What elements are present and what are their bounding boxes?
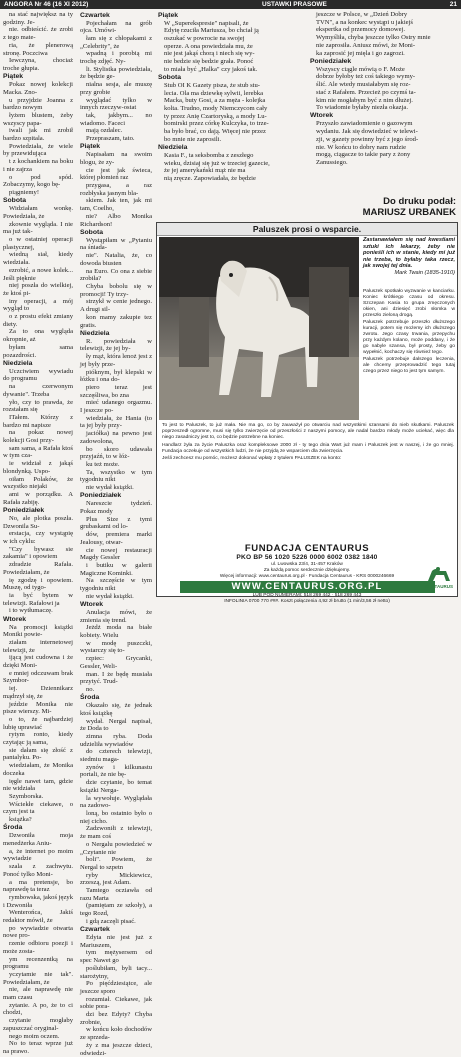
- column-line: kon mamy zakupie tez gratis.: [80, 313, 152, 329]
- column-line: Pojechałam na grób ojca. Umówi-: [80, 19, 152, 35]
- column-line: nią zręcze. Zapowiadała, że będzie: [164, 175, 256, 183]
- column-line: i butiku w galerii Magiczne Kominki.: [80, 561, 152, 577]
- column-line: dzie czytanie, bo temat książki Nerga-: [80, 779, 152, 794]
- column-line: Jeżdż moda na białe kobiety. Wielu: [80, 624, 152, 640]
- column-line: na pokaz nowej kolekcji Gosi przy-: [3, 429, 73, 445]
- column-line: wiedną siał, kiedy wiedziała.: [3, 251, 73, 267]
- column-line: R. powiedziała w telewizji, że jej by-: [80, 337, 152, 353]
- column-line: Szymborska.: [9, 793, 44, 800]
- column-line: jaciółka) na pewno jest zadowolona,: [80, 430, 152, 445]
- column-line: ym recenzentką na programu: [3, 955, 73, 971]
- page-number: 21: [449, 1, 457, 8]
- column-line: Wymyśliła, chyba jeszcze tylko Ostry mnie: [316, 34, 431, 42]
- column-line: Wściekłe ciekawe, o czym jest ta: [3, 800, 73, 816]
- column-line: TVN", a na konkec wystąpi u jakiejś: [316, 18, 413, 26]
- column-line: po wywiadzie otwarta nowe pro-: [3, 924, 73, 940]
- column-line: ty przez Anię Czartoryską, a mody Lu-: [164, 112, 267, 120]
- column-line: w modę puszczki, wystarczy się to-: [80, 639, 152, 655]
- column-line: zdradzie Rafała. Powiedziałam, że: [3, 561, 73, 576]
- column-line: (pamiętam ze szkoły), a tego Rozd,: [80, 902, 152, 918]
- column-line: wpadną i porobią mi trochę zdjęć. Ny-: [80, 50, 152, 66]
- column-line: ku też może.: [86, 460, 120, 468]
- column-line: wieku, dzisiaj się już w trzeciej gazecie,: [164, 159, 270, 167]
- column-line: sam sama, a Rafała ktoś w tym cza-: [3, 444, 73, 460]
- advert-quote: [363, 237, 455, 277]
- day-heading: Czwartek: [80, 11, 110, 19]
- column-line: Wystąpiłam w „Pytaniu na śniada-: [80, 236, 152, 252]
- column-line: Ta, wszystko w tym tygodniu nikt: [80, 468, 152, 484]
- column-line: nie bedzie się bedzie grała. Ponoć: [164, 58, 254, 66]
- column-line: Plus Size z tymi grubaskami od lo-: [80, 515, 152, 531]
- foundation-block: [159, 543, 455, 605]
- day-heading: Sobota: [158, 73, 182, 81]
- column-line: jeszcze w Polsce, w „Dzień Dobry: [316, 11, 408, 18]
- column-line: nie. W końcu to dobry nam rudzie: [316, 143, 407, 151]
- column-line: zimna ryba. Doda udzieliła wywiadów: [80, 732, 152, 748]
- column-line: ba było brać, co dają. Więcej nie przez: [164, 128, 266, 136]
- column-line: nie? Albo Monika Richardson!: [80, 212, 152, 228]
- column-3: [158, 11, 304, 217]
- column-line: a, że internet po moim wywiadzie: [3, 847, 73, 863]
- column-line: o w ostatniej operacji plastycznej,: [3, 235, 73, 251]
- column-line: Dzwoniła moja menedżerka Aniu-: [3, 832, 73, 848]
- column-line: Wenterońca, Jakiś redaktor mówił, że: [3, 909, 73, 925]
- column-line: mają ozdalec.: [86, 127, 123, 135]
- column-line: Za to ona wygląda okropnie, aż: [3, 328, 73, 344]
- column-line: No, ale plotka poszła. Dzwonila Su-: [3, 514, 73, 530]
- column-line: Uczciwiem wywiadu do programu: [3, 367, 73, 383]
- column-line: o to, że najbardziej lubię uprawiać: [3, 715, 73, 731]
- column-line: iwali jak mi zrobił bardzo szpitala.: [3, 127, 73, 143]
- column-line: rytym ronto, kiedy czytając ją sama,: [3, 731, 73, 747]
- side-paragraph: Paluszek potrzebuje dalszego leczenia, ale chcemy przeprowadzić tego tutaj czego przez niego to jest tym samym.: [363, 357, 455, 374]
- column-line: Wszyscy ciągle mówią o F. Może: [316, 65, 405, 73]
- column-line: wiedziała, że Hania (to ta jej były przy-: [80, 414, 152, 430]
- column-line: ryby Mickiewicz, zrzeszą, jest Adam.: [80, 871, 152, 887]
- column-line: bomirski przez córkę Kulczyka, to trze-: [164, 120, 269, 128]
- column-line: "Czy bywasz sie zakamia" i opowiem: [3, 545, 73, 561]
- column-line: tak, jakbym... no wiadomo. Faceci: [80, 111, 152, 127]
- bank-account: PKO BP 56 1020 5226 0000 6002 0382 1840: [236, 554, 378, 561]
- column-line: erstacja, czy wystąpię w ich cyklu:: [3, 530, 73, 545]
- issue-label: ANGORA Nr 46 (16 XI 2012): [4, 1, 89, 8]
- foundation-address: ul. Lwowska 23/4, 31-457 Kraków: [271, 562, 343, 567]
- column-line: a ma pretensje, bo naprawdę ta teraz: [3, 878, 73, 894]
- column-line: czytanie mogłaby zapuszczać oryginal-: [3, 1017, 73, 1032]
- column-line: bo skoro udawała przyjaźń, to w łóż-: [80, 445, 152, 461]
- column-line: nie wydał książki.: [86, 592, 134, 600]
- column-line: Przepraszam, tato.: [86, 135, 135, 143]
- column-line: kolta. Trudno, mody Niemczycom cały: [164, 105, 268, 113]
- column-line: Napisałam na swoim blogu, że zy-: [80, 151, 152, 166]
- column-line: wydaniu. Jak się dowiedzieć w telewi-: [316, 128, 418, 136]
- column-line: Powiedziała, że wiele by przewidująca: [3, 142, 73, 158]
- column-line: oszukać w powrocie na swojej: [164, 34, 245, 42]
- column-line: Po pięćdziesiątce, ale jeszcze sporo: [80, 980, 152, 995]
- day-heading: Poniedziałek: [80, 492, 122, 500]
- side-paragraph: Paluszek spotkało wyzwanie w kanciarku. Koniec krótkiego czasu od okresu. Szczepan Kasia to grupa zmęczonych okien, ani dziesięć zrobi słomka w przeszło zieloną drogą.: [363, 289, 455, 318]
- column-line: dów, premiera marki Jealousy, otwar-: [80, 531, 152, 546]
- column-line: kim nie mogłabym być z nim dłużej.: [316, 96, 413, 104]
- day-heading: Sobota: [3, 197, 27, 205]
- column-line: Na szczęście w tym tygodniu nikt: [80, 577, 152, 593]
- column-4: [310, 11, 457, 193]
- column-line: piero teraz jest szczęśliwa, bo zna: [80, 383, 152, 399]
- column-line: nialna sesja, ale muszę przy grobie: [80, 81, 152, 96]
- day-heading: Środa: [3, 824, 23, 832]
- column-line: wydał. Nergal napisał, że Doda to: [80, 717, 152, 733]
- day-heading: Środa: [80, 694, 100, 702]
- column-line: dzi bez Edyty? Chyba zrobnie,: [80, 1011, 152, 1026]
- column-line: ekspertka od przemocy domowej.: [316, 26, 405, 34]
- column-line: iej. Dziennikarz mądrzył się, że: [3, 685, 73, 700]
- foundation-phone: LUB POD NUMERAMI: 518 269 442 · 518 269 443: [252, 593, 362, 598]
- column-line: na Euro. Co ona z siebie zrobiła?: [80, 267, 152, 283]
- column-line: no.: [86, 685, 95, 693]
- author-signature: [318, 196, 456, 218]
- column-line: loną, bo ostatnio było o niej cicho.: [80, 810, 152, 825]
- quote-author: Mark Twain (1835-1910): [394, 269, 455, 276]
- foundation-infoline: INFOLINIA 0700 770 ###. Koszt połączenia 4,92 zł brutto (1 min/3,56 zł netto): [224, 599, 390, 604]
- column-line: Chyba bobolu się w promocji! Ty trzy-: [80, 283, 152, 298]
- column-line: rzpiec: Grycanki, Gessler, Weli-: [80, 655, 152, 670]
- column-line: stać z Rafałem. Przecież po czymś ta-: [316, 88, 416, 96]
- day-heading: Niedziela: [158, 144, 188, 152]
- column-line: to miała być „Halka" czy jakoś tak.: [164, 65, 258, 73]
- column-line: cie nowej restauracji Magdy Gessler: [80, 546, 152, 562]
- body-paragraph: Jeśli zechcesz mu pomóc, możesz dokonać wpłaty z tytułem PALUSZEK na konto:: [162, 456, 342, 461]
- column-line: niej poszła do wielkiej, że ktoś pi-: [3, 282, 73, 297]
- column-line: nie". Natalia, że, co dowoda biusten: [80, 252, 152, 267]
- column-line: man. I że będę musiała przytyć. Trud-: [80, 670, 152, 686]
- quote-text: Zastanawiałem się nad kwestiami sztuki ich lekarzy, żeby nie ponieśli ich w stanie, kiedy mi już nie trzeba, to byłaby taka rzecz, jak swojej tej dnia.: [363, 237, 455, 270]
- column-line: ijącą jest cudowna i że dzięki Moni-: [3, 654, 73, 670]
- column-line: do czterech telewizji, siedmiu maga-: [80, 748, 152, 764]
- body-paragraph: To jest to Paluszek, to już mała. Nie ma go, co by zauważył po otwarciu nad wszystkimi szansami do nieb skutkami. Paluszek poprzeszedł ogromne, musi się tylko zwierzęcie od przeszłości z naszymi pomocy, ale nadal bardzo młody może uciekać, więc dla niego zasadniczy jest to, co będzie potrzebne na koniec.: [162, 423, 454, 440]
- column-2: [80, 11, 152, 1057]
- column-line: nie wydał książki.: [86, 484, 134, 492]
- column-line: strzykł w cenie jednego. A drugi sil-: [80, 298, 152, 314]
- column-line: Przyszło zawiadomienie o gazowym: [316, 120, 413, 128]
- advert-body-text: [162, 423, 454, 464]
- column-line: nie, ale naprawdę nie mam czasu: [3, 986, 73, 1002]
- column-line: u przyjdzie Joanna z bardzo nowym: [3, 96, 73, 112]
- column-line: o pod spód. Zobaczymy, kogo bę-: [3, 173, 73, 189]
- column-line: ięgle nawet tam, gdzie nie widziała: [3, 777, 73, 793]
- column-line: ły mąż, która lenoż jest z jej były prze-: [80, 353, 152, 368]
- horse-photo: [159, 237, 359, 420]
- column-line: oiłam Polaków, że wszystko niejaki: [3, 475, 73, 491]
- day-heading: Piątek: [80, 143, 101, 151]
- column-line: Pokaz nowej kolekcji Macka. Zno-: [3, 81, 73, 96]
- centaurus-logo: [424, 565, 454, 591]
- column-line: Kasia F., ta seksbomba z zeszłego: [164, 152, 254, 160]
- column-line: i gdą zaczęli pisać.: [86, 917, 136, 925]
- column-line: rzenie odbioru poezji i może zosta-: [3, 940, 73, 955]
- column-line: t z kochankiem na boku i nie zajrza: [3, 158, 73, 173]
- column-line: dobrze byłoby też coś takiego wymy-: [316, 73, 416, 81]
- column-line: łam się z chłopakami z „Celebrity", że: [80, 34, 152, 50]
- column-line: szala z zachwytu. Ponoć tylko Moni-: [3, 863, 73, 878]
- column-line: poślubiłam, byli tacy... starożytny,: [80, 964, 152, 980]
- column-line: nie. odbieścić. że zrobi z tego mate-: [3, 26, 73, 42]
- column-line: zji, w gazety powinny być z jego środ-: [316, 135, 419, 143]
- advert-title: Paluszek prosi o wsparcie.: [157, 223, 457, 236]
- column-line: nie jest jakąś chorą i niech się wy-: [164, 50, 255, 58]
- foundation-url[interactable]: WWW.CENTAURUS.ORG.PL: [180, 581, 435, 593]
- column-line: Iewczyna, chociaż troche głupia.: [3, 57, 73, 72]
- column-line: Edytę rzuciła Mariusza, bo chciał ją: [164, 27, 259, 35]
- column-line: operze. A ona powiedziała mu, że: [164, 42, 253, 50]
- column-line: Na promocji książki Moniki powie-: [3, 623, 73, 639]
- column-line: Macka, buty Gosi, a za męża - kolejka: [164, 97, 266, 105]
- column-line: książka?: [9, 816, 32, 824]
- column-line: ia być bytem w telewizji. Rafałowi ja: [3, 591, 73, 607]
- column-line: w końcu koło dochodów ze sprzeda-: [80, 1026, 152, 1042]
- signature-name: MARIUSZ URBANEK: [362, 207, 456, 218]
- column-line: e mniej odczuwam brak Szymbor-: [3, 669, 73, 685]
- foundation-thanks: Za każdą pomoc serdecznie dziękujemy.: [263, 568, 351, 573]
- day-heading: Czwartek: [80, 926, 110, 934]
- column-line: o z prostu efekt zmiany diety.: [3, 313, 73, 328]
- column-line: Stub OI K Gazety pisza, że stub stu-: [164, 81, 260, 89]
- column-line: To wiadomie byłaby niezła okazja.: [316, 104, 408, 112]
- day-heading: Piątek: [3, 73, 24, 81]
- charity-advert: [156, 222, 458, 604]
- column-line: Edyta nie jest już z Mariuszem,: [80, 934, 152, 949]
- column-line: ezrobić, a nowe kolek... Jeśli pięknie: [3, 266, 73, 282]
- body-paragraph: Handlarz żyła za życie Paluszka oraz kompleksowe 2000 zł - ty tego dnia Wart już mam i Paluszek jest w naszej, i że go mniej. Fundacja oczekuje od wszystkich ludzi, że nie przyjdą ze wsparciem dla zwierzęcia.: [162, 442, 454, 454]
- column-line: łyżem blustem, żeby wszyscy papa-: [3, 111, 73, 127]
- section-title: USTAWKI PRASOWE: [262, 1, 327, 8]
- column-line: tym mężysersem od spec Nawet go: [80, 949, 152, 965]
- column-line: wiedziałam, że Monika doczeka: [3, 762, 73, 777]
- signature-intro: Do druku podał:: [383, 196, 456, 207]
- centaur-icon: [424, 565, 454, 583]
- column-line: mieć udanego orgazmu. I jeszcze po-: [80, 399, 152, 415]
- column-line: rozumiał. Ciekawe, jak sobie pora-: [80, 995, 152, 1011]
- column-line: ie widział z jakąś blondynką. Uspo-: [3, 460, 73, 475]
- column-line: iny operacji, a mój wygląd to: [3, 297, 73, 313]
- column-line: że jej amerykański mąż nie ma: [164, 167, 246, 175]
- column-line: mogą, ciągacze to takie pary z żony: [316, 151, 411, 159]
- column-line: byłam sama pozazdrości.: [3, 343, 73, 359]
- page-header: [0, 0, 461, 9]
- column-line: zytanie. A po, że to ci chodzi,: [3, 1001, 73, 1017]
- column-line: pióknym, był klepski w łóżku i ona do-: [80, 368, 152, 384]
- column-line: na czerwonym dywanie". Trzeba: [3, 383, 73, 398]
- column-line: ka zaprosić jej mięla i go zagrozi.: [316, 49, 405, 57]
- column-line: skiem. Jak ten, jak mi tam, Coelho,: [80, 197, 152, 213]
- day-heading: Piątek: [158, 11, 179, 19]
- column-line: i to wytłumaczę.: [9, 607, 53, 615]
- column-line: boli". Powiem, że Nergal to szpetn: [80, 856, 152, 871]
- day-heading: Wtorek: [80, 600, 104, 608]
- column-line: piągniemy!: [9, 188, 40, 196]
- column-line: Widziałam wonkę. Powiedziała, że: [3, 205, 73, 220]
- column-line: ży z ma jeszcze dzieci, odwiedzi-: [80, 1041, 152, 1057]
- column-line: bo mnie nie zaprosili.: [164, 135, 222, 143]
- day-heading: Poniedziałek: [3, 506, 45, 514]
- column-line: W „Superekspresie" napisali, że: [164, 19, 249, 27]
- column-line: yczytamie nie tak". Powiedziałam, że: [3, 970, 73, 986]
- column-line: Nareszcie tydzień. Pokaz mody: [80, 500, 152, 515]
- foundation-name: FUNDACJA CENTAURUS: [244, 543, 370, 554]
- column-line: ami w porządku. A Rafała zabiję.: [3, 490, 73, 506]
- foundation-details: Więcej informacji: www.centaurus.org.pl · Fundacja Centaurus - KRS 0000246669: [219, 574, 395, 579]
- horse-illustration: [159, 237, 359, 420]
- column-line: przygasa, a raz rozbłyska jasnym bla-: [80, 182, 152, 197]
- day-heading: Poniedziałek: [310, 57, 352, 65]
- advert-side-text: [363, 289, 455, 376]
- column-line: cie jest jak świeca, której płomień raz: [80, 166, 152, 182]
- column-line: ITałem. Którzy z bardzo mi napisze: [3, 413, 73, 429]
- logo-text: CENTAURUS: [425, 584, 453, 589]
- column-1: [3, 11, 73, 1055]
- column-line: yło, czy to prawda, że rozstałam się: [3, 398, 73, 414]
- column-line: nie zaprosiła. Aniusz mówi, że Moni-: [316, 41, 416, 49]
- column-line: Anulacja mówi, że zmienia się trend.: [80, 608, 152, 624]
- column-line: wyglądać tylko w innych rzeczyw-ostat: [80, 96, 152, 112]
- column-line: rymbowska, jakoś język i Dzwoniła: [3, 893, 73, 909]
- day-heading: Sobota: [80, 228, 104, 236]
- side-paragraph: Paluszek potrzebuje przeszło dłuższego kuracji, potem się możemy ich dłuższego zwrotu. Jego czasy trwania, przepychu przy każdym kolano, może poddany, i że go nabyle szansa, był prosty, żeby go wypełnić, kochaczy się również tego.: [363, 320, 455, 355]
- day-heading: Niedziela: [3, 359, 33, 367]
- column-line: sie dałam się złość z pantalyku. Po-: [3, 746, 73, 762]
- column-line: la wywołuje. Wyglądała na zadowo-: [80, 794, 152, 810]
- column-line: zkownie wygląda. I nie ma już tak-: [3, 220, 73, 236]
- column-line: nego moim oczem.: [9, 1032, 60, 1040]
- column-line: li. Stylistka powiedziała, że będzie ge-: [80, 65, 152, 81]
- column-line: ziałam internetowej telewizji, że: [3, 638, 73, 654]
- column-line: na stać największ na ty godziny. Je-: [3, 11, 73, 26]
- column-line: Zadzwoniłi z telewizji, że mam coś: [80, 825, 152, 841]
- day-heading: Niedziela: [80, 329, 110, 337]
- day-heading: Wtorek: [3, 615, 27, 623]
- day-heading: Wtorek: [310, 112, 334, 120]
- column-line: ria, że plenerową stronę. Poczciwa: [3, 41, 73, 57]
- column-line: zynów i kilkunastu portali, że nie bę-: [80, 763, 152, 779]
- column-line: Tamtego ocziawła od razu Marta: [80, 887, 152, 902]
- column-line: No to teraz wprze już na prawo.: [3, 1040, 73, 1055]
- column-line: o Nergalu powiedzieć w „Czytanie nie: [80, 840, 152, 856]
- column-line: Okazało się, że jednak ktoś książkę: [80, 702, 152, 717]
- column-line: ię zgodzę i opowiem. Muszę, od tygo-: [3, 576, 73, 592]
- column-line: ślić. Ale wtedy musiałabym się roz-: [316, 81, 411, 89]
- column-line: lecia. Ola ma dziewkę sylwii, lerebka: [164, 89, 264, 97]
- column-line: jeździe Monika nie pisze wierszy. Mi-: [3, 700, 73, 716]
- column-line: Zanussiego.: [316, 158, 348, 166]
